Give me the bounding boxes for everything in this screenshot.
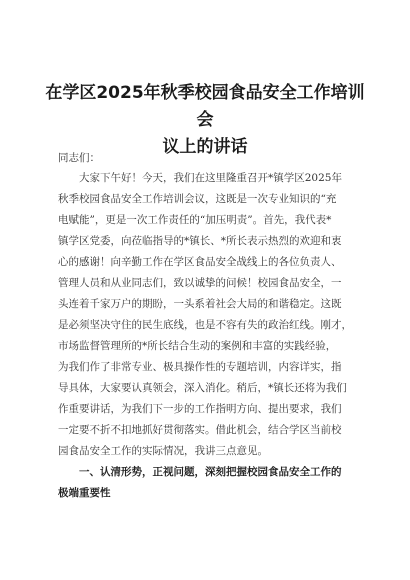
document-title [40, 80, 370, 161]
paragraph-line: 一定要不折不扣地抓好贯彻落实。借此机会，结合学区当前校 [58, 424, 342, 436]
paragraph-line: 作重要讲话，为我们下一步的工作指明方向、提出要求，我们 [58, 403, 342, 415]
paragraph-line: 园食品安全工作的实际情况，我讲三点意见。 [58, 445, 268, 457]
section-heading [58, 462, 360, 504]
section-heading-line: 一、认清形势，正视问题，深刻把握校园食品安全工作的 [79, 466, 342, 478]
greeting: 同志们： [58, 152, 100, 164]
paragraph-line: 为我们作了非常专业、极具操作性的专题培训，内容详实，指 [58, 361, 342, 373]
paragraph-line: 大家下午好！今天，我们在这里隆重召开*镇学区2025年 [79, 172, 342, 184]
paragraph-line: 头连着千家万户的期盼，一头系着社会大局的和谐稳定。这既 [58, 298, 342, 310]
paragraph-line: 镇学区党委，向莅临指导的*镇长、*所长表示热烈的欢迎和衷 [58, 235, 342, 247]
title-line: 议上的讲话 [162, 137, 248, 157]
section-heading-line: 极端重要性 [58, 487, 111, 499]
paragraph-line: 心的感谢！向辛勤工作在学区食品安全战线上的各位负责人、 [58, 256, 342, 268]
paragraph-line: 导具体，大家要认真领会，深入消化。稍后，*镇长还将为我们 [58, 382, 347, 394]
speech-body-paragraph [58, 168, 360, 462]
paragraph-line: 市场监督管理所的*所长结合生动的案例和丰富的实践经验， [58, 340, 337, 352]
paragraph-line: 是必须坚决守住的民生底线，也是不容有失的政治红线。刚才， [58, 319, 352, 331]
paragraph-line: 电赋能”，更是一次工作责任的“加压明责”。首先，我代表* [58, 214, 332, 226]
paragraph-line: 管理人员和从业同志们，致以诚挚的问候！校园食品安全，一 [58, 277, 342, 289]
title-line: 在学区2025年秋季校园食品安全工作培训会 [45, 83, 365, 130]
paragraph-line: 秋季校园食品安全工作培训会议，这既是一次专业知识的“充 [58, 193, 337, 205]
